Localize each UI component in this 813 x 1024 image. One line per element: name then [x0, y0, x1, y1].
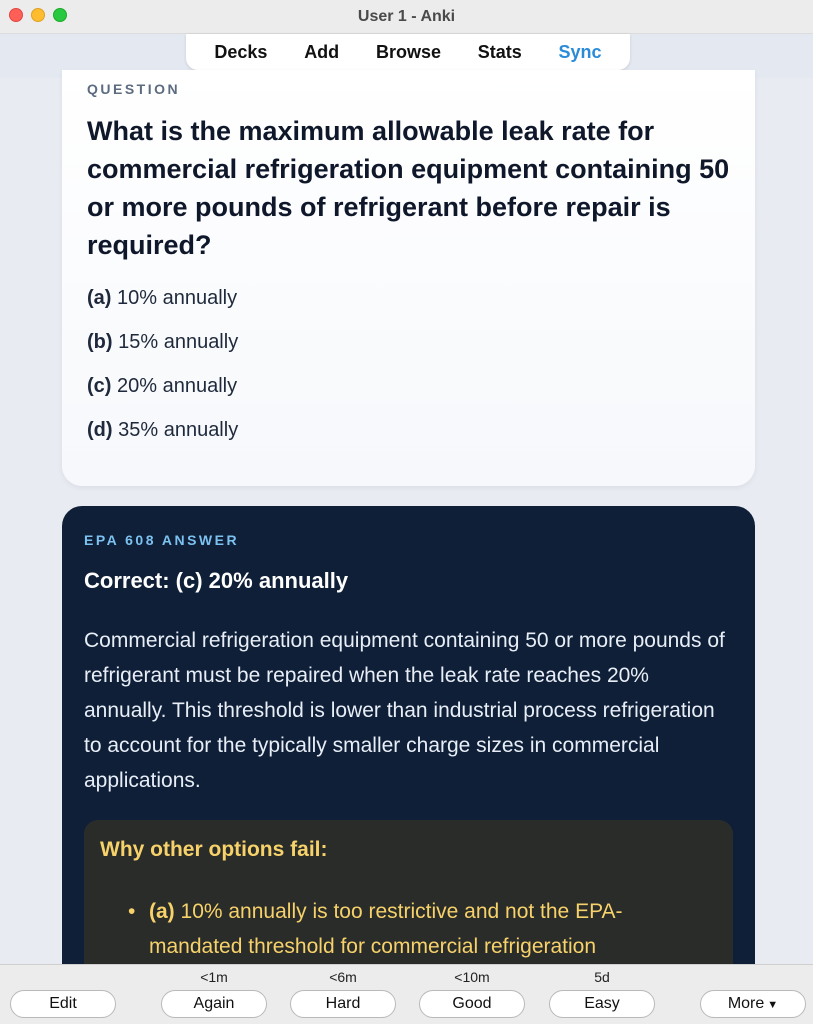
option-text: 35% annually	[118, 419, 239, 441]
caret-down-icon: ▼	[767, 999, 779, 1011]
nav-sync[interactable]: Sync	[558, 41, 602, 62]
again-interval: <1m	[200, 969, 228, 985]
close-window-icon[interactable]	[9, 8, 23, 22]
more-label: More	[727, 995, 765, 1012]
question-text: What is the maximum allowable leak rate for commercial refrigeration equipment containing 50 or more pounds of refrigerant before repair is required?	[87, 116, 730, 260]
window-title: User 1 - Anki	[357, 7, 456, 25]
good-interval: <10m	[454, 969, 490, 985]
main-toolbar	[186, 34, 630, 70]
option-letter: (a)	[87, 287, 112, 309]
window-controls	[9, 8, 67, 22]
why-other-options-box	[84, 820, 733, 980]
option-letter: (d)	[87, 419, 113, 441]
good-button[interactable]: Good	[419, 990, 525, 1018]
option-letter: (b)	[87, 331, 113, 353]
option-text: 20% annually	[117, 375, 238, 397]
option-text: 15% annually	[118, 331, 239, 353]
easy-button[interactable]: Easy	[549, 990, 655, 1018]
option-b	[87, 331, 238, 354]
nav-stats[interactable]: Stats	[477, 41, 522, 62]
why-title: Why other options fail:	[100, 838, 328, 861]
option-c	[87, 375, 237, 398]
answer-explanation: Commercial refrigeration equipment containing 50 or more pounds of refrigerant must be repaired when the leak rate reaches 20% annually. This threshold is lower than industrial process refrigeration to account for the typically smaller charge sizes in commercial applications.	[84, 629, 725, 792]
option-d	[87, 419, 238, 442]
minimize-window-icon[interactable]	[31, 8, 45, 22]
title-bar	[0, 0, 813, 34]
more-button[interactable]	[700, 990, 806, 1018]
edit-button[interactable]: Edit	[10, 990, 116, 1018]
bullet-icon: •	[128, 900, 136, 923]
again-button[interactable]: Again	[161, 990, 267, 1018]
option-letter: (c)	[87, 375, 112, 397]
hard-interval: <6m	[329, 969, 357, 985]
review-bar	[0, 964, 813, 1024]
option-text: 10% annually	[117, 287, 238, 309]
answer-label: EPA 608 ANSWER	[84, 532, 240, 548]
easy-interval: 5d	[594, 969, 610, 985]
question-card	[62, 70, 755, 486]
correct-answer: Correct: (c) 20% annually	[84, 568, 349, 593]
why-item	[149, 894, 709, 964]
answer-card	[62, 506, 755, 976]
nav-add[interactable]: Add	[304, 41, 340, 62]
question-label: QUESTION	[87, 81, 181, 97]
why-item-letter: (a)	[149, 900, 175, 923]
why-item-text: 10% annually is too restrictive and not the EPA-mandated threshold for commercial refrigeration	[149, 900, 623, 958]
nav-decks[interactable]: Decks	[214, 41, 268, 62]
zoom-window-icon[interactable]	[53, 8, 67, 22]
hard-button[interactable]: Hard	[290, 990, 396, 1018]
nav-browse[interactable]: Browse	[375, 41, 441, 62]
option-a	[87, 287, 237, 310]
